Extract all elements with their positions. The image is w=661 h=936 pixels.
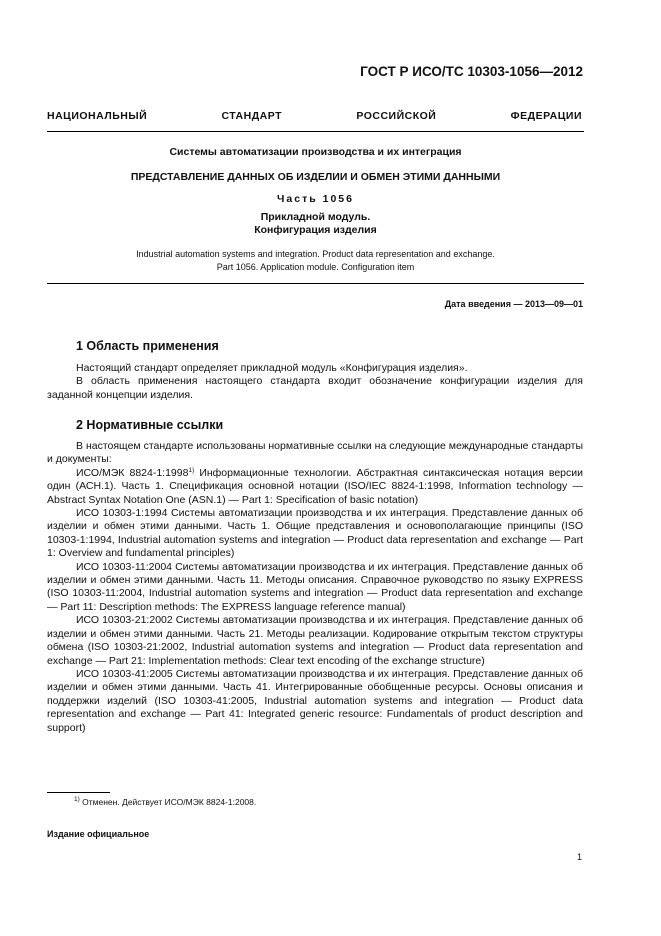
section-1-body bbox=[47, 362, 583, 402]
footnote-separator bbox=[47, 792, 110, 793]
section-2-heading: 2 Нормативные ссылки bbox=[76, 418, 224, 432]
header-rule bbox=[47, 131, 584, 132]
title-rule bbox=[47, 283, 584, 284]
reference-1-text: Информационные технологии. Абстрактная синтаксическая нотация версии один (АСН.1). Часть 1. Спецификация основной нотации (ISO/IEC 8824-1:1998, Information technology — Abstract Syntax Notation One (ASN.1) — Part 1: Specification of basic notation) bbox=[47, 466, 583, 506]
edition-label: Издание официальное bbox=[47, 829, 150, 839]
reference-iso-10303-21: ИСО 10303-21:2002 Системы автоматизации производства и их интеграция. Представление данных об изделии и обмен этими данными. Часть 21. Методы реализации. Кодирование открытым текстом структуры обмена (ISO 10303-21:2002, Industrial automation systems and integration — Product data representation and exchange — Part 21: Implementation methods: Clear text encoding of the exchange structure) bbox=[47, 614, 583, 667]
section-2-intro: В настоящем стандарте использованы нормативные ссылки на следующие международные стандарты и документы: bbox=[47, 440, 583, 466]
section-2-body bbox=[47, 440, 583, 735]
english-title-line-2: Part 1056. Application module. Configuration item bbox=[216, 262, 415, 272]
reference-iso-10303-1: ИСО 10303-1:1994 Системы автоматизации производства и их интеграция. Представление данных об изделии и обмен этими данными. Часть 1. Общие представления и основополагающие принципы (ISO 10303-1:1994, Industrial automation systems and integration — Product data representation and exchange — Part 1: Overview and fundamental principles) bbox=[47, 507, 583, 560]
section-1-heading: 1 Область применения bbox=[76, 339, 219, 353]
section-1-paragraph-2: В область применения настоящего стандарта входит обозначение конфигурации изделия для заданной концепции изделия. bbox=[47, 375, 583, 401]
footnote-mark: 1) bbox=[74, 796, 80, 803]
reference-iso-10303-11: ИСО 10303-11:2004 Системы автоматизации производства и их интеграция. Представление данных об изделии и обмен этими данными. Часть 11. Методы описания. Справочное руководство по языку EXPRESS (ISO 10303-11:2004, Industrial automation systems and integration — Product data representation and exchange — Part 11: Description methods: The EXPRESS language reference manual) bbox=[47, 560, 583, 613]
subtitle-line-2: Конфигурация изделия bbox=[254, 224, 377, 236]
reference-iso-10303-41: ИСО 10303-41:2005 Системы автоматизации производства и их интеграция. Представление данных об изделии и обмен этими данными. Часть 41. Интегрированные обобщенные ресурсы. Основы описания и поддержки изделий (ISO 10303-41:2005, Industrial automation systems and integration — Product data representation and exchange — Part 41: Integrated generic resource: Fundamentals of product description and support) bbox=[47, 667, 583, 734]
subtitle-line-1: Прикладной модуль. bbox=[260, 211, 371, 223]
english-title-line-1: Industrial automation systems and integration. Product data representation and exchange. bbox=[136, 249, 495, 259]
standard-series-title: Системы автоматизации производства и их интеграция bbox=[169, 146, 462, 158]
reference-1-id: ИСО/МЭК 8824-1:1998 bbox=[76, 466, 189, 479]
standard-part-number: Часть 1056 bbox=[277, 193, 354, 205]
english-title bbox=[47, 248, 584, 274]
standard-subtitle bbox=[47, 211, 584, 237]
section-1-paragraph-1: Настоящий стандарт определяет прикладной модуль «Конфигурация изделия». bbox=[76, 362, 468, 374]
introduction-date: Дата введения — 2013—09—01 bbox=[444, 299, 583, 309]
footnote-marker: 1) bbox=[188, 466, 195, 474]
document-id: ГОСТ Р ИСО/ТС 10303-1056—2012 bbox=[360, 64, 583, 79]
reference-iso-iec-8824-1 bbox=[47, 467, 583, 507]
footnote-text: Отменен. Действует ИСО/МЭК 8824-1:2008. bbox=[79, 797, 257, 807]
footnote bbox=[74, 797, 256, 807]
page-number: 1 bbox=[576, 852, 582, 862]
national-standard-banner: НАЦИОНАЛЬНЫЙ СТАНДАРТ РОССИЙСКОЙ ФЕДЕРАЦИИ bbox=[47, 110, 582, 122]
standard-main-title: ПРЕДСТАВЛЕНИЕ ДАННЫХ ОБ ИЗДЕЛИИ И ОБМЕН ЭТИМИ ДАННЫМИ bbox=[130, 171, 501, 183]
